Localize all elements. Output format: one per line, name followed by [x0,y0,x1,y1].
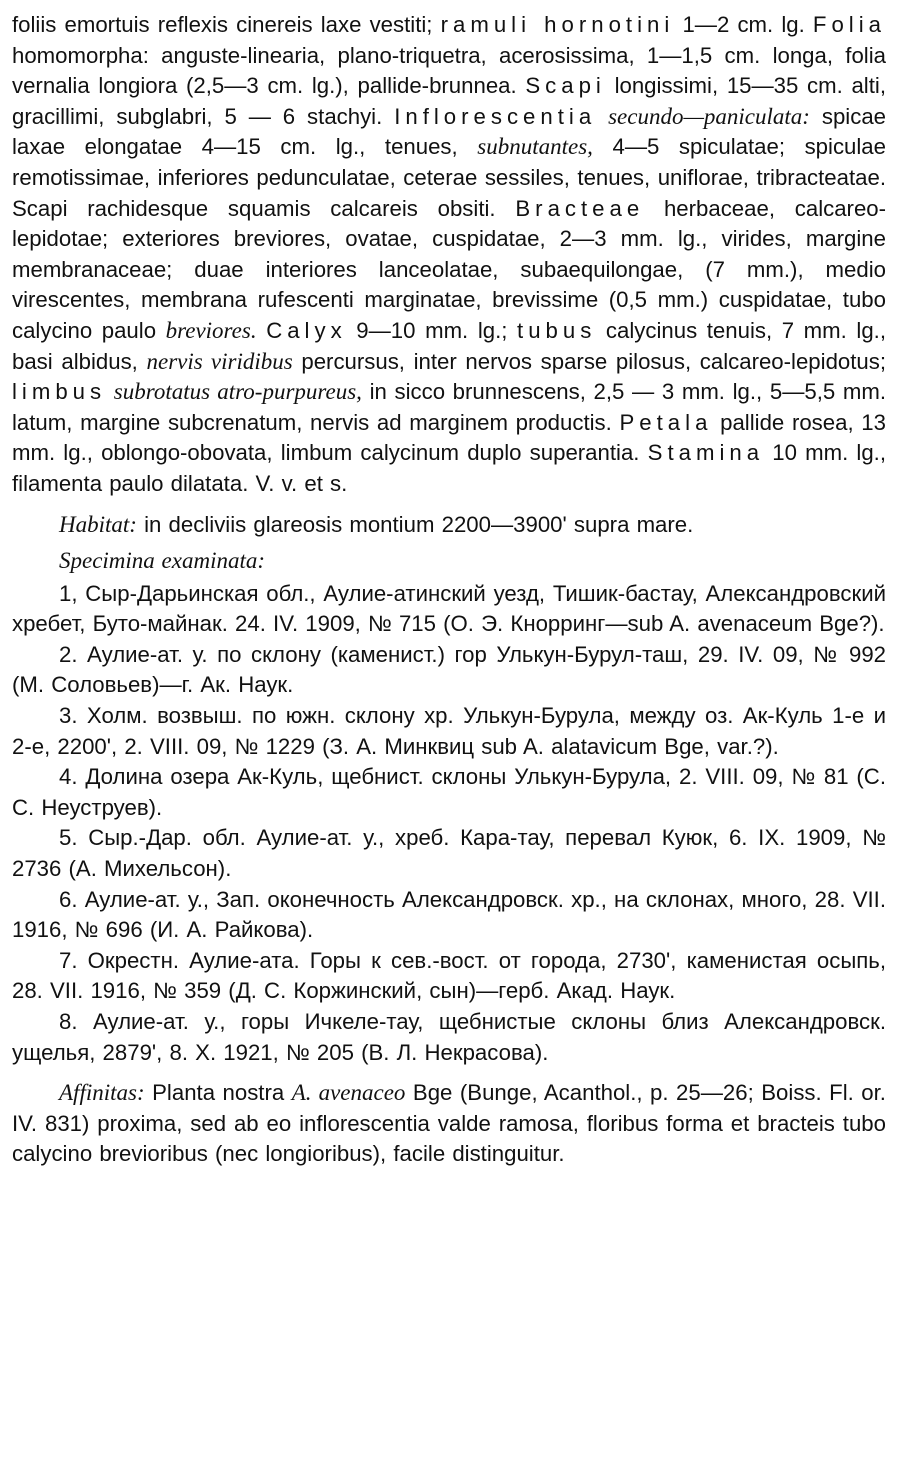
calyx-label: Calyx [266,317,347,343]
specimen-item: 7. Окрестн. Аулие-ата. Горы к сев.-вост. от города, 2730', каменистая осыпь, 28. VII. 1916, № 359 (Д. С. Коржинский, сын)—герб. Акад. Наук. [12,947,886,1004]
affinitas-label: Affinitas: [59,1080,145,1106]
ramuli-label: ramuli hornotini [440,12,675,37]
subnutantes-term: subnutantes, [477,134,593,160]
habitat-text: in decliviis glareosis montium 2200—3900' supra mare. [144,511,694,537]
desc-text: 4—5 spiculatae; spiculae remotissimae, inferiores pedunculatae, ceterae sessiles, tenues, uniflorae, tribracteatae. Scapi rachidesque squamis calcareis obsiti. [12,134,886,221]
specimen-item: 1, Сыр-Дарьинская обл., Аулие-атинский уезд, Тишик-бастау, Александровский хребет, Буто-майнак. 24. IV. 1909, № 715 (О. Э. Кнорринг—sub A. avenaceum Bge?). [12,580,886,637]
habitat-label: Habitat: [59,511,137,537]
affinitas-text: Bge (Bunge, Acanthol., p. 25—26; Boiss. Fl. or. IV. 831) proxima, sed ab eo inflorescentia valde ramosa, floribus forma et bracteis tubo calycino brevioribus (nec longioribus), facile distinguitur. [12,1080,886,1167]
desc-text: spicae laxae elongatae 4—15 cm. lg., tenues, [12,103,887,160]
affinitas-text: Planta nostra [152,1080,285,1106]
affinitas-species: A. avenaceo [291,1080,406,1106]
tubus-label: tubus [517,317,597,343]
specimen-item: 6. Аулие-ат. у., Зап. оконечность Александровск. хр., на склонах, много, 28. VII. 1916, № 696 (И. А. Райкова). [12,886,886,943]
specimina-heading-text: Specimina examinata: [59,548,266,574]
desc-text: pallide rosea, 13 mm. lg., oblongo-obovata, limbum calycinum duplo superantia. [12,409,886,466]
affinitas-paragraph [12,1078,886,1170]
bracteae-label: Bracteae [515,195,645,221]
desc-text: longissimi, 15—35 cm. alti, gracillimi, subglabri, 5 — 6 stachyi. [12,73,886,129]
desc-text: in sicco brunnescens, 2,5 — 3 mm. lg., 5—5,5 mm. latum, margine subcrenatum, nervis ad marginem productis. [12,379,887,435]
description-paragraph [12,10,886,500]
desc-text: homomorpha: anguste-linearia, plano-triquetra, acerosissima, 1—1,5 cm. longa, folia vernalia longiora (2,5—3 cm. lg.), pallide-brunnea. [12,42,886,99]
stamina-label: Stamina [647,440,765,466]
petala-label: Petala [619,409,713,435]
folia-label: Folia [812,12,886,37]
inflorescentia-type: secundo—paniculata: [608,103,810,129]
scapi-label: Scapi [525,73,606,99]
desc-text: 10 mm. lg., filamenta paulo dilatata. V. v. et s. [12,440,887,496]
habitat-paragraph [12,510,886,541]
specimen-item: 2. Аулие-ат. у. по склону (каменист.) гор Улькун-Бурул-таш, 29. IV. 09, № 992 (М. Соловьев)—г. Ак. Наук. [12,641,886,698]
limbus-color-term: subrotatus atro-purpureus, [113,379,362,405]
specimen-item: 5. Сыр.-Дар. обл. Аулие-ат. у., хреб. Кара-тау, перевал Куюк, 6. IX. 1909, № 2736 (А. Михельсон). [12,825,886,882]
specimen-item: 3. Холм. возвыш. по южн. склону хр. Улькун-Бурула, между оз. Ак-Куль 1-е и 2-е, 2200', 2. VIII. 09, № 1229 (З. А. Минквиц sub A. alatavicum Bge, var.?). [12,703,886,759]
specimen-list [12,579,886,1069]
desc-text: 9—10 mm. lg.; [356,317,508,343]
inflorescentia-label: Inflorescentia [394,103,597,129]
breviores-term: breviores. [165,317,257,343]
nervis-term: nervis viridibus [146,348,293,374]
limbus-label: limbus [12,379,107,405]
specimen-item: 4. Долина озера Ак-Куль, щебнист. склоны Улькун-Бурула, 2. VIII. 09, № 81 (С. С. Неуструев). [12,764,886,820]
specimen-item: 8. Аулие-ат. у., горы Ичкеле-тау, щебнистые склоны близ Александровск. ущелья, 2879', 8. X. 1921, № 205 (В. Л. Некрасова). [12,1009,886,1065]
desc-text: calycinus tenuis, 7 mm. lg., basi albidus, [12,317,887,374]
desc-text: percursus, inter nervos sparse pilosus, calcareo-lepidotus; [301,348,887,374]
desc-text: foliis emortuis reflexis cinereis laxe vestiti; [12,12,433,37]
specimina-heading [12,546,886,577]
desc-text: herbaceae, calcareo-lepidotae; exteriores breviores, ovatae, cuspidatae, 2—3 mm. lg., virides, margine membranaceae; duae interiores lanceolatae, subaequilongae, (7 mm.), medio virescentes, membrana rufescenti marginatae, brevissime (0,5 mm.) cuspidatae, tubo calycino paulo [12,195,887,343]
desc-text: 1—2 cm. lg. [682,12,805,37]
